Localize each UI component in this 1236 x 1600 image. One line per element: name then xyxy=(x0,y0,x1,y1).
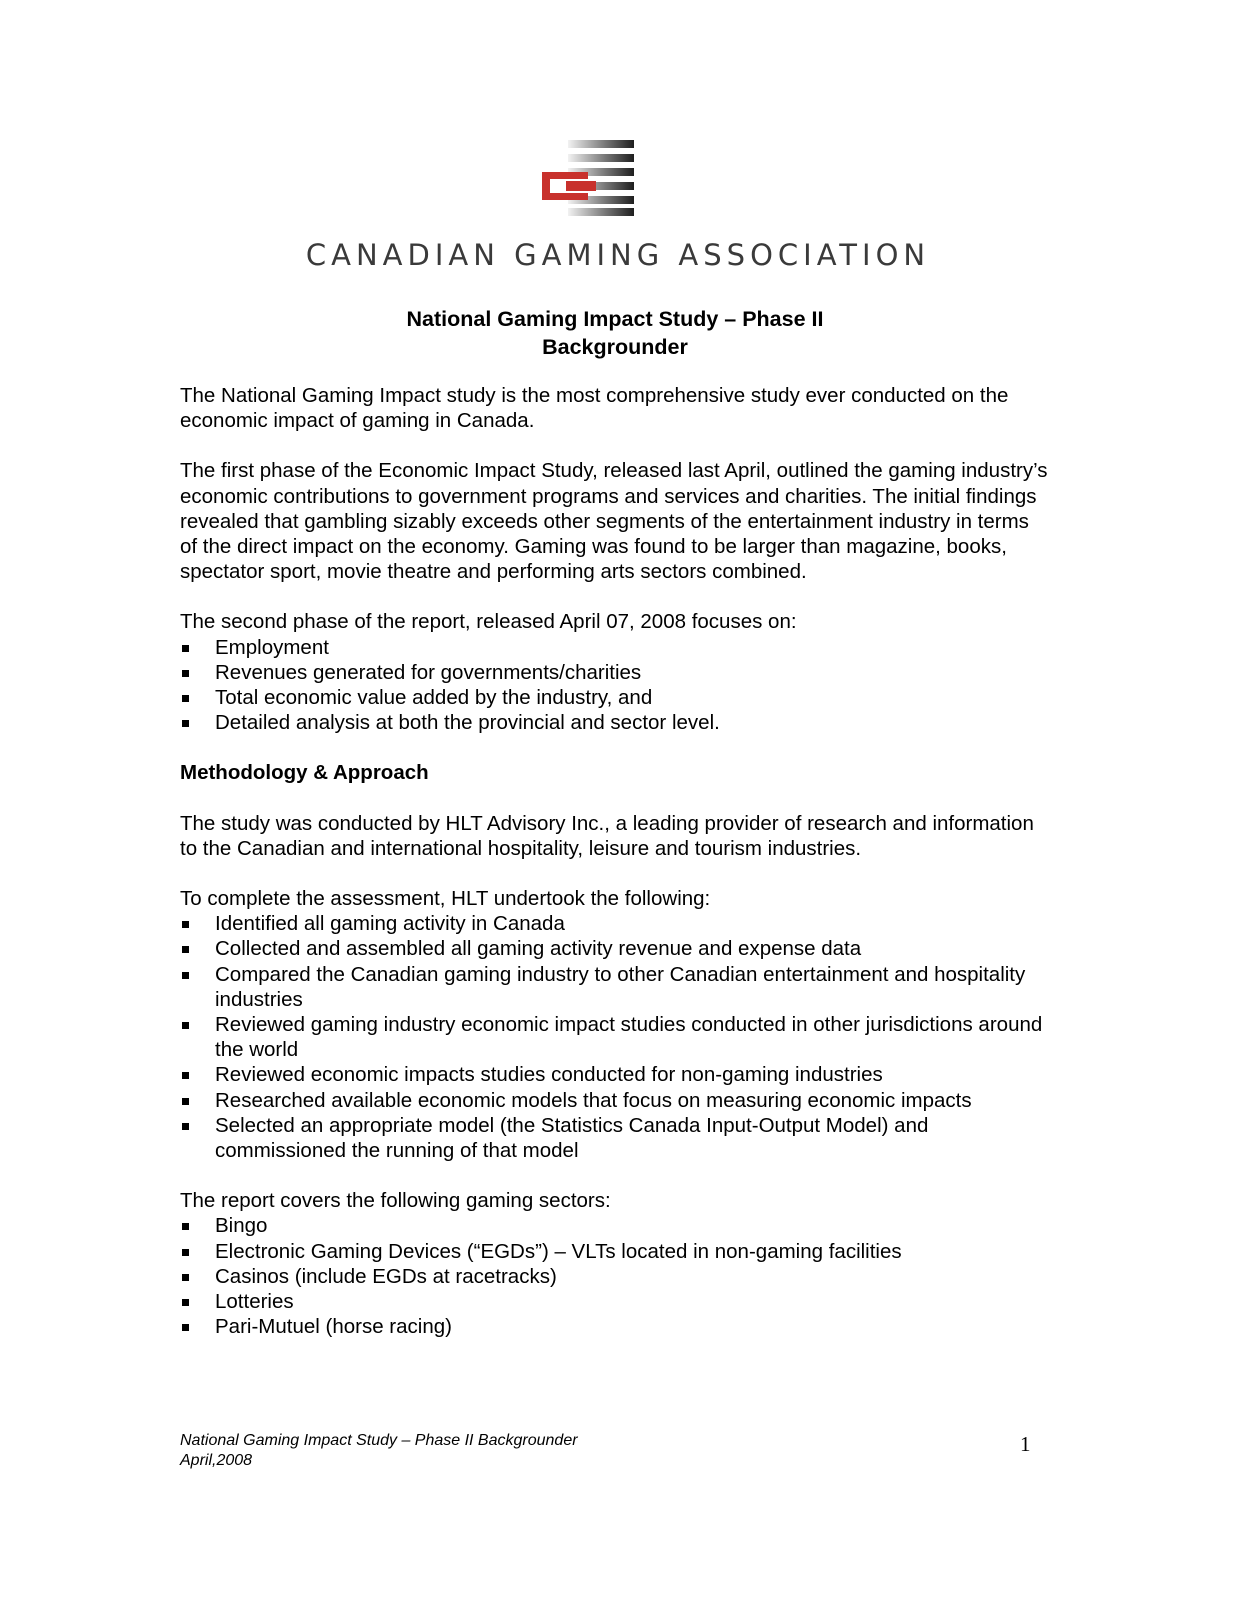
footer-title: National Gaming Impact Study – Phase II Backgrounder xyxy=(180,1432,578,1449)
bullet-icon xyxy=(182,972,189,979)
list-item: Selected an appropriate model (the Statistics Canada Input-Output Model) and commissioned the running of that model xyxy=(180,1113,1050,1163)
methodology-paragraph: The study was conducted by HLT Advisory Inc., a leading provider of research and information to the Canadian and international hospitality, leisure and tourism industries. xyxy=(180,811,1034,860)
list-item: Collected and assembled all gaming activity revenue and expense data xyxy=(180,936,1050,961)
list-item: Detailed analysis at both the provincial and sector level. xyxy=(180,710,1050,735)
bullet-icon xyxy=(182,946,189,953)
list-item: Casinos (include EGDs at racetracks) xyxy=(180,1264,1050,1289)
bullet-icon xyxy=(182,1299,189,1306)
list-item: Identified all gaming activity in Canada xyxy=(180,911,1050,936)
logo-wordmark: CANADIAN GAMING ASSOCIATION xyxy=(305,238,931,272)
bullet-icon xyxy=(182,1324,189,1331)
methodology-lead: To complete the assessment, HLT undertook the following: xyxy=(180,887,711,911)
list-item: Bingo xyxy=(180,1213,1050,1238)
bullet-icon xyxy=(182,670,189,677)
bullet-icon xyxy=(182,1022,189,1029)
document-title: National Gaming Impact Study – Phase II xyxy=(406,307,824,331)
list-item: Compared the Canadian gaming industry to other Canadian entertainment and hospitality industries xyxy=(180,962,1050,1012)
list-item: Electronic Gaming Devices (“EGDs”) – VLTs located in non-gaming facilities xyxy=(180,1239,1050,1264)
list-item: Employment xyxy=(180,635,1050,660)
bullet-icon xyxy=(182,695,189,702)
bullet-icon xyxy=(182,1123,189,1130)
phase2-list xyxy=(180,635,1050,736)
sectors-list xyxy=(180,1213,1050,1339)
cga-logo-mark-icon xyxy=(540,138,636,218)
list-item: Reviewed economic impacts studies conducted for non-gaming industries xyxy=(180,1062,1050,1087)
list-item: Total economic value added by the industry, and xyxy=(180,685,1050,710)
methodology-list xyxy=(180,911,1050,1163)
bullet-icon xyxy=(182,1223,189,1230)
list-item: Reviewed gaming industry economic impact studies conducted in other jurisdictions around the world xyxy=(180,1012,1050,1062)
logo xyxy=(0,138,1236,272)
page-number: 1 xyxy=(1020,1432,1031,1456)
phase2-lead: The second phase of the report, released April 07, 2008 focuses on: xyxy=(180,610,797,634)
bullet-icon xyxy=(182,1098,189,1105)
page-footer xyxy=(180,1431,1050,1471)
bullet-icon xyxy=(182,1249,189,1256)
bullet-icon xyxy=(182,1274,189,1281)
methodology-heading: Methodology & Approach xyxy=(180,761,429,785)
list-item: Revenues generated for governments/charities xyxy=(180,660,1050,685)
list-item: Pari-Mutuel (horse racing) xyxy=(180,1314,1050,1339)
sectors-lead: The report covers the following gaming sectors: xyxy=(180,1189,611,1213)
document-subtitle: Backgrounder xyxy=(542,335,688,359)
bullet-icon xyxy=(182,720,189,727)
footer-date: April,2008 xyxy=(180,1452,253,1469)
bullet-icon xyxy=(182,921,189,928)
phase1-paragraph: The first phase of the Economic Impact Study, released last April, outlined the gaming industry’s economic contributions to government programs and services and charities. The initial findings revealed that gambling sizably exceeds other segments of the entertainment industry in terms of the direct impact on the economy. Gaming was found to be larger than magazine, books, spectator sport, movie theatre and performing arts sectors combined. xyxy=(180,459,1048,584)
document-body xyxy=(180,305,1050,1340)
bullet-icon xyxy=(182,645,189,652)
list-item: Researched available economic models that focus on measuring economic impacts xyxy=(180,1088,1050,1113)
intro-paragraph: The National Gaming Impact study is the most comprehensive study ever conducted on the economic impact of gaming in Canada. xyxy=(180,384,1009,433)
list-item: Lotteries xyxy=(180,1289,1050,1314)
bullet-icon xyxy=(182,1072,189,1079)
